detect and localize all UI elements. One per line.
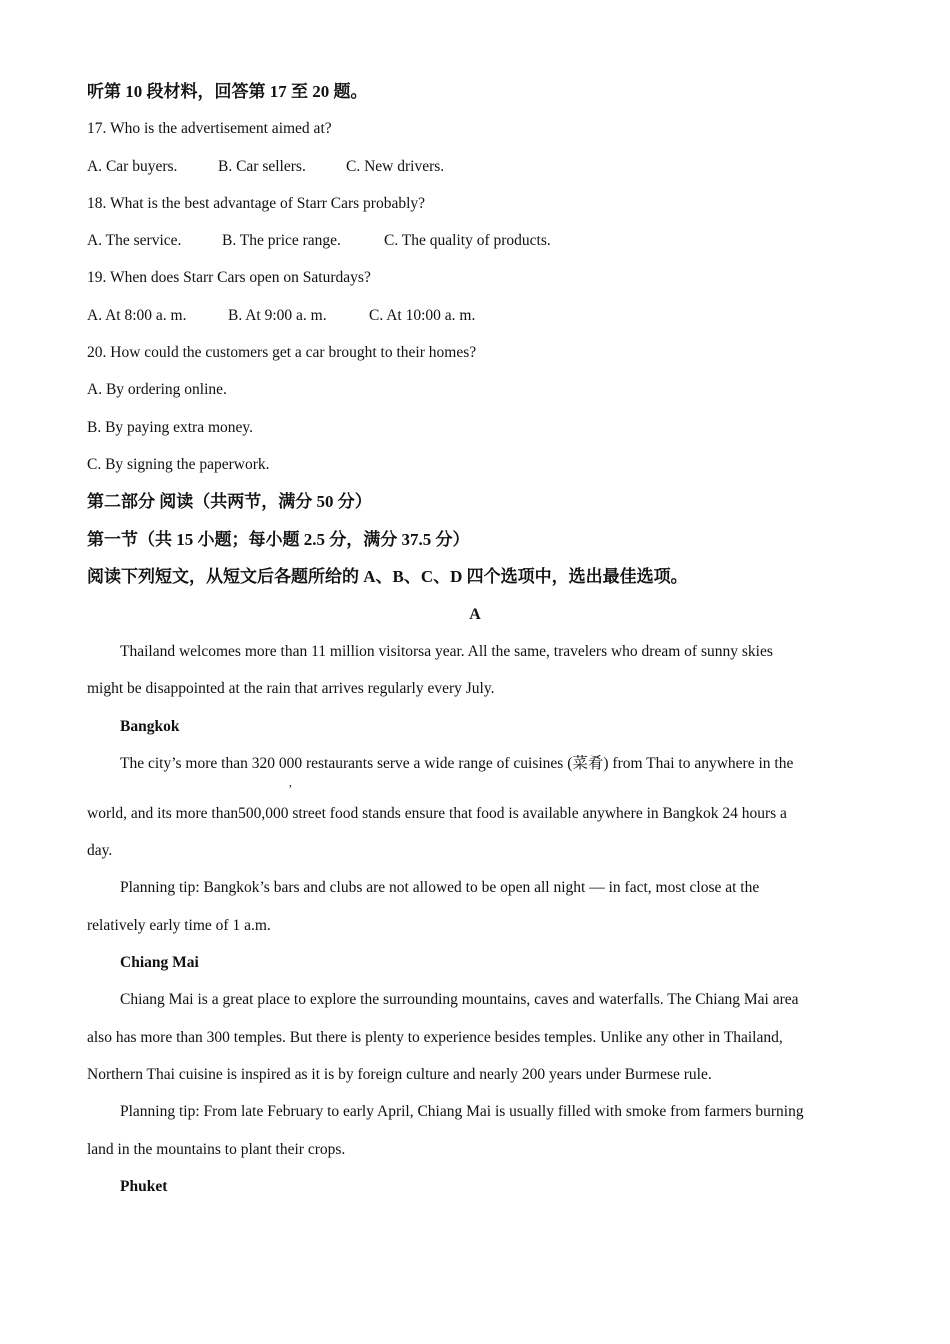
- bangkok-p1-line-1: The city’s more than 320 000 restaurants serve a wide range of cuisines (菜肴) from Thai to anywhere in the: [120, 755, 794, 772]
- question-17-stem: 17. Who is the advertisement aimed at?: [87, 120, 332, 137]
- option-18-b: B. The price range.: [222, 232, 341, 249]
- passage-label: A: [469, 606, 481, 623]
- option-20-c: C. By signing the paperwork.: [87, 456, 270, 473]
- bangkok-p1-line-3: day.: [87, 842, 113, 859]
- option-17-b: B. Car sellers.: [218, 158, 306, 175]
- option-18-c: C. The quality of products.: [384, 232, 551, 249]
- bangkok-tip-line-1: Planning tip: Bangkok’s bars and clubs are not allowed to be open all night — in fact, most close at the: [120, 879, 760, 896]
- chiang-mai-p1-line-1: Chiang Mai is a great place to explore the surrounding mountains, caves and waterfalls. The Chiang Mai area: [120, 991, 799, 1008]
- intro-line-2: might be disappointed at the rain that arrives regularly every July.: [87, 680, 495, 697]
- question-18-options: [87, 231, 551, 251]
- option-20-a: A. By ordering online.: [87, 381, 227, 398]
- stray-comma-mark: ,: [289, 775, 292, 789]
- question-20-stem: 20. How could the customers get a car brought to their homes?: [87, 344, 477, 361]
- question-19-stem: 19. When does Starr Cars open on Saturdays?: [87, 269, 371, 286]
- question-19-options: [87, 306, 475, 326]
- option-19-a: A. At 8:00 a. m.: [87, 307, 187, 324]
- intro-line-1: Thailand welcomes more than 11 million visitorsa year. All the same, travelers who dream of sunny skies: [120, 643, 773, 660]
- option-19-b: B. At 9:00 a. m.: [228, 307, 327, 324]
- part2-instruction: 阅读下列短文，从短文后各题所给的 A、B、C、D 四个选项中，选出最佳选项。: [87, 567, 688, 586]
- bangkok-tip-line-2: relatively early time of 1 a.m.: [87, 917, 271, 934]
- chiang-mai-p1-line-3: Northern Thai cuisine is inspired as it is by foreign culture and nearly 200 years under Burmese rule.: [87, 1066, 712, 1083]
- part2-title: 第二部分 阅读（共两节，满分 50 分）: [87, 492, 372, 511]
- option-19-c: C. At 10:00 a. m.: [369, 307, 476, 324]
- option-17-a: A. Car buyers.: [87, 158, 178, 175]
- option-18-a: A. The service.: [87, 232, 182, 249]
- question-18-stem: 18. What is the best advantage of Starr Cars probably?: [87, 195, 426, 212]
- chiang-mai-p1-line-2: also has more than 300 temples. But there is plenty to experience besides temples. Unlike any other in Thailand,: [87, 1029, 783, 1046]
- option-17-c: C. New drivers.: [346, 158, 445, 175]
- chiang-mai-tip-line-2: land in the mountains to plant their crops.: [87, 1141, 346, 1158]
- bangkok-p1-line-2: world, and its more than500,000 street food stands ensure that food is available anywhere in Bangkok 24 hours a: [87, 805, 787, 822]
- chiang-mai-heading: Chiang Mai: [120, 954, 199, 971]
- chiang-mai-tip-line-1: Planning tip: From late February to early April, Chiang Mai is usually filled with smoke from farmers burning: [120, 1103, 804, 1120]
- part2-section1: 第一节（共 15 小题；每小题 2.5 分，满分 37.5 分）: [87, 530, 470, 549]
- section10-heading: 听第 10 段材料，回答第 17 至 20 题。: [87, 82, 368, 101]
- option-20-b: B. By paying extra money.: [87, 419, 254, 436]
- bangkok-heading: Bangkok: [120, 718, 180, 735]
- question-17-options: [87, 157, 444, 177]
- phuket-heading: Phuket: [120, 1178, 168, 1195]
